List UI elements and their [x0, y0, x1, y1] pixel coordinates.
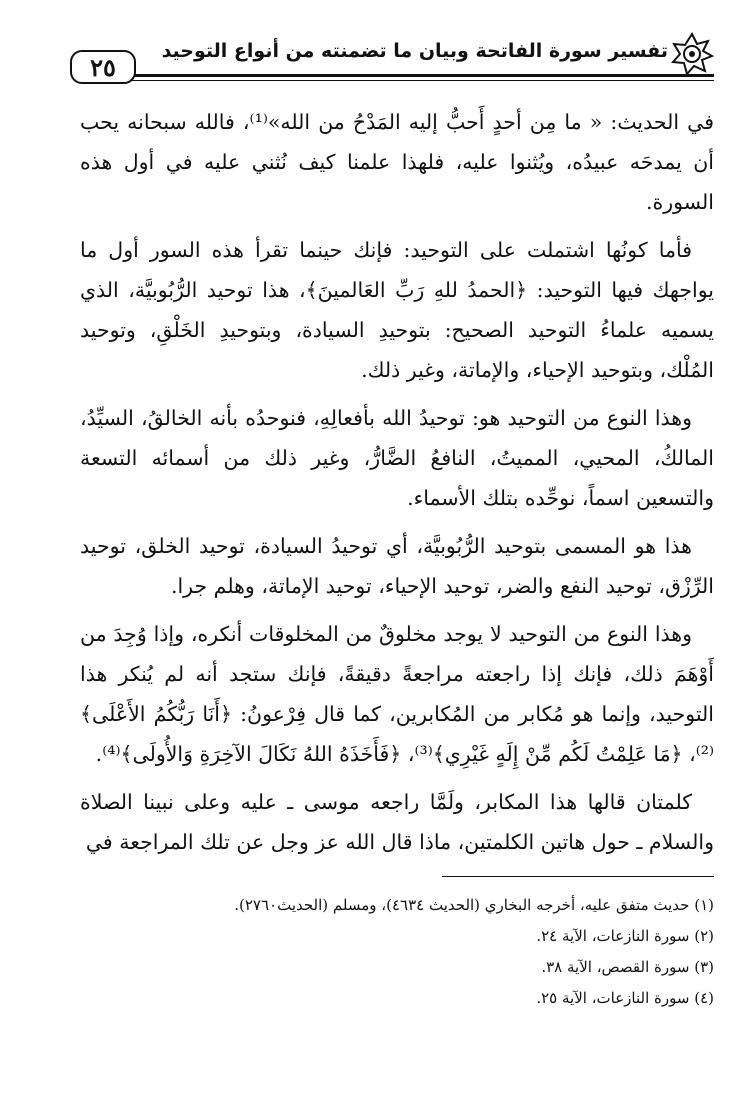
footnote: (٤) سورة النازعات، الآية ٢٥. — [536, 989, 714, 1007]
running-title: تفسير سورة الفاتحة وبيان ما تضمنته من أنواع التوحيد — [161, 40, 668, 62]
paragraph: وهذا النوع من التوحيد هو: توحيدُ الله بأفعالِهِ، فنوحدُه بأنه الخالقُ، السيِّدُ، المالكُ، المحيي، المميتُ، النافعُ الضَّارُّ، وغير ذلك من أسمائه التسعة والتسعين اسماً، نوحِّده بتلك الأسماء. — [80, 406, 714, 510]
page-header — [70, 32, 714, 86]
paragraph: فأما كونُها اشتملت على التوحيد: فإنك حينما تقرأ هذه السور أول ما يواجهك فيها التوحيد: ﴿الحمدُ للهِ رَبِّ العَالمينَ﴾، هذا توحيد الرُّبُوبيَّة، الذي يسميه علماءُ التوحيد الصحيح: بتوحيدِ السيادة، وبتوحيدِ الخَلْقِ، وتوحيد المُلْك، وبتوحيد الإحياء، والإماتة، وغير ذلك. — [80, 238, 714, 382]
footnote-divider — [442, 876, 714, 877]
paragraph: كلمتان قالها هذا المكابر، ولَمَّا راجعه موسى ـ عليه وعلى نبينا الصلاة والسلام ـ حول هاتين الكلمتين، ماذا قال الله عز وجل عن تلك المراجعة في — [80, 790, 714, 854]
paragraph: في الحديث: « ما مِن أحدٍ أَحبُّ إليه المَدْحُ من الله»⁽¹⁾، فالله سبحانه يحب أن يمدحَه عبيدُه، ويُثنوا عليه، فلهذا علمنا كيف نُثني عليه في أول هذه السورة. — [80, 110, 714, 214]
footnote: (٢) سورة النازعات، الآية ٢٤. — [536, 927, 714, 945]
header-rule-thin — [132, 80, 714, 81]
star-ornament-icon — [670, 32, 714, 76]
footnote: (٣) سورة القصص، الآية ٣٨. — [541, 958, 714, 976]
paragraph: هذا هو المسمى بتوحيد الرُّبُوبيَّة، أي توحيدُ السيادة، توحيد الخلق، توحيد الرِّزْق، توحيد النفع والضر، توحيد الإحياء، توحيد الإماتة، وهلم جرا. — [80, 534, 714, 598]
page-number: ٢٥ — [70, 50, 136, 84]
footnotes — [80, 890, 714, 1014]
footnote: (١) حديث متفق عليه، أخرجه البخاري (الحديث ٤٦٣٤)، ومسلم (الحديث٢٧٦٠). — [234, 896, 714, 914]
paragraph: وهذا النوع من التوحيد لا يوجد مخلوقٌ من المخلوقات أنكره، وإذا وُجِدَ من أَوْهَمَ ذلك، فإنك إذا راجعته مراجعةً دقيقةً، فإنك ستجد أنه لم يُنكر هذا التوحيد، وإنما هو مُكابر من المُكابرين، كما قال فِرْعونُ: ﴿أَنَا رَبُّكُمُ الأَعْلَى﴾⁽²⁾، ﴿مَا عَلِمْتُ لَكُم مِّنْ إِلَهٍ غَيْرِي﴾⁽³⁾، ﴿فَأَخَذَهُ اللهُ نَكَالَ الآخِرَةِ وَالأُولَى﴾⁽⁴⁾. — [80, 622, 714, 766]
body-text — [80, 102, 714, 870]
header-rule — [132, 74, 714, 77]
